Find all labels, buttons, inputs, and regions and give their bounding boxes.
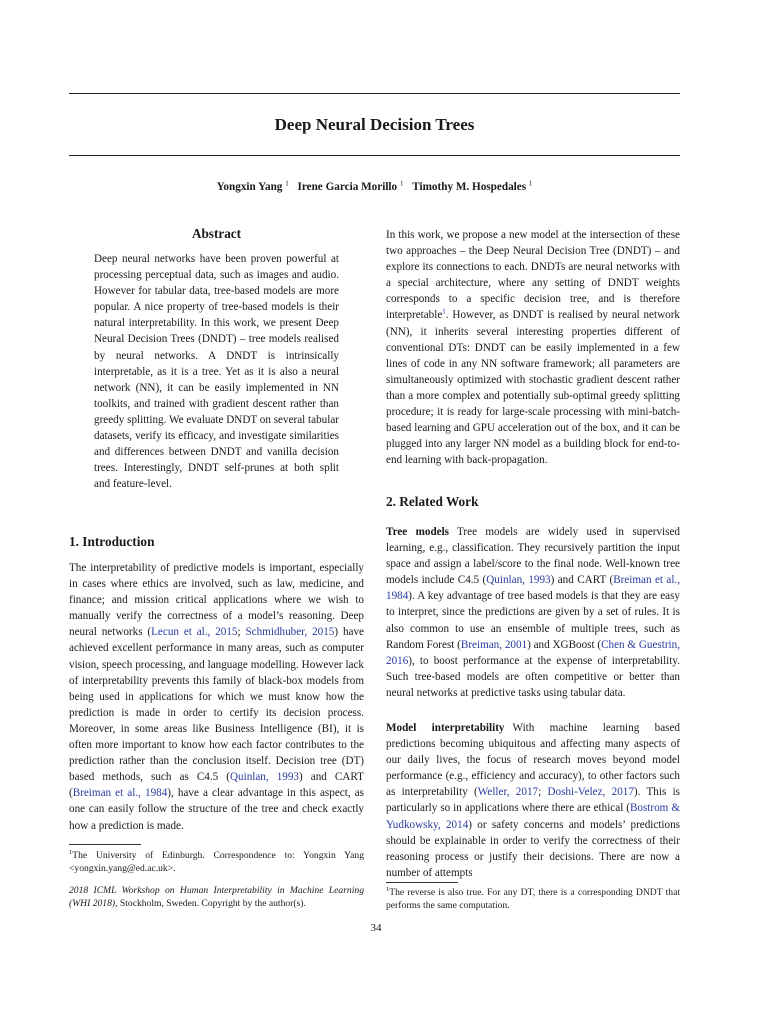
citation-weller[interactable]: Weller, 2017 <box>477 786 539 799</box>
left-footnote-rule <box>69 844 141 845</box>
footnote-mark: 1 <box>386 885 390 893</box>
introduction-paragraph: The interpretability of predictive models is important, especially in cases where ethics are involved, such as law, medicine, and finance; and mission critical applications where we wish to manually verify the correctness of a model’s reasoning. Deep neural networks (Lecun et al., 2015; Schmidhuber, 2015) have achieved excellent performance in many areas, such as computer vision, speech processing, and language modelling. However lack of interpretability prevents this family of black-box models from being used in applications for which we must know how the prediction is made in order to certify its decision process. Moreover, in some areas like Business Intelligence (BI), it is often more important to know how each factor contributes to the prediction rather than the conclusion itself. Decision tree (DT) based methods, such as C4.5 (Quinlan, 1993) and CART (Breiman et al., 1984), have a clear advantage in this aspect, as one can easily follow the structure of the tree and check exactly how a prediction is made. <box>69 562 364 832</box>
citation-breiman-1984[interactable]: Breiman et al., 1984 <box>72 787 168 800</box>
abstract-heading: Abstract <box>191 226 242 241</box>
citation-chen-guestrin[interactable]: Chen & Guestrin, 2016 <box>386 638 680 667</box>
citation-quinlan[interactable]: Quinlan, 1993 <box>229 771 300 784</box>
citation-schmidhuber[interactable]: Schmidhuber, 2015 <box>245 626 335 639</box>
author-name: Yongxin Yang <box>216 181 283 193</box>
right-footnote-rule <box>386 882 458 883</box>
model-interpretability-heading: Model interpretability <box>386 722 505 734</box>
intro-continued-paragraph: In this work, we propose a new model at the intersection of these two approaches – the Deep Neural Decision Tree (DNDT) – and explore its connections to each. DNDTs are neural networks with a special architecture, where any setting of DNDT weights corresponds to a specific decision tree, and is therefore interpretable$^1$. However, as DNDT is realised by neural network (NN), it inherits several interesting properties different of conventional DTs: DNDT can be easily implemented in a few lines of code in any NN software framework; all parameters are simultaneously optimized with stochastic gradient descent rather than a more complex and potentially sub-optimal greedy splitting procedure; it is ready for large-scale processing with mini-batch-based learning and GPU acceleration out of the box, and it can be plugged into any larger NN model as a building block for end-to-end learning with back-propagation. <box>386 229 680 467</box>
top-rule <box>69 93 680 94</box>
page-number: 34 <box>370 922 382 934</box>
author-3 <box>412 181 532 193</box>
tree-models-paragraph: Tree models Tree models are widely used in supervised learning, e.g., classification. They recursively partition the input space and assign a label/score to the final node. Well-known tree models include C4.5 (Quinlan, 1993) and CART (Breiman et al., 1984). A key advantage of tree based models is that they are easy to interpret, since the predictions are given by a set of rules. It is also common to use an ensemble of multiple trees, such as Random Forest (Breiman, 2001) and XGBoost (Chen & Guestrin, 2016), to boost performance at the expense of interpretability. Such tree-based models are often competitive or better than neural networks at predictive tasks using tabular data. <box>386 526 681 699</box>
footnote-mark: 1 <box>69 848 73 856</box>
abstract-text: Deep neural networks have been proven powerful at processing perceptual data, such as images and audio. However for tabular data, tree-based models are more popular. A nice property of tree-based models is their natural interpretability. In this work, we present Deep Neural Decision Trees (DNDT) – tree models realised by neural networks. A DNDT is intrinsically interpretable, as it is a tree. Yet as it is also a neural network (NN), it can be easily implemented in NN toolkits, and trained with gradient descent rather than greedy splitting. We evaluate DNDT on several tabular datasets, verify its efficacy, and investigate similarities and differences between DNDT and vanilla decision trees. Interestingly, DNDT self-prunes at both split and feature-level. <box>94 253 339 491</box>
related-work-heading: 2. Related Work <box>386 494 479 509</box>
citation-quinlan[interactable]: Quinlan, 1993 <box>486 574 551 587</box>
affiliation-mark: 1 <box>528 179 533 188</box>
workshop-note: 2018 ICML Workshop on Human Interpretability in Machine Learning (WHI 2018), Stockholm, Sweden. Copyright by the author(s). <box>69 885 364 909</box>
right-footnote: $^1$The reverse is also true. For any DT, there is a corresponding DNDT that performs the same computation. <box>386 885 680 911</box>
tree-models-heading: Tree models <box>386 526 450 538</box>
model-interpretability-paragraph: Model interpretability With machine learning based predictions becoming ubiquitous and affecting many aspects of our daily lives, the focus of research moves beyond model performance (e.g., efficiency and accuracy), to other factors such as interpretability (Weller, 2017; Doshi-Velez, 2017). This is particularly so in applications where there are ethical (Bostrom & Yudkowsky, 2014) or safety concerns and models’ predictions should be explainable in order to verify the correctness of their reasoning process or justify their decisions. There are now a number of attempts <box>386 722 681 879</box>
author-list <box>69 181 680 193</box>
author-1 <box>217 181 289 193</box>
citation-breiman-1984[interactable]: Breiman et al., 1984 <box>386 574 681 603</box>
author-name: Irene Garcia Morillo <box>297 181 398 193</box>
citation-bostrom[interactable]: Bostrom & Yudkowsky, 2014 <box>386 802 680 831</box>
footnote-link[interactable]: 1 <box>442 307 446 316</box>
author-2 <box>298 181 404 193</box>
author-name: Timothy M. Hospedales <box>412 181 527 193</box>
citation-breiman-2001[interactable]: Breiman, 2001 <box>460 638 528 651</box>
affiliation-mark: 1 <box>399 179 404 188</box>
title-rule <box>69 155 680 156</box>
affiliation-mark: 1 <box>285 179 289 188</box>
introduction-heading: 1. Introduction <box>69 534 155 549</box>
paper-title: Deep Neural Decision Trees <box>274 115 475 134</box>
citation-lecun[interactable]: Lecun et al., 2015 <box>151 626 238 639</box>
citation-doshi-velez[interactable]: Doshi-Velez, 2017 <box>547 786 634 799</box>
affiliation-footnote: $^1$The University of Edinburgh. Correspondence to: Yongxin Yang <yongxin.yang@ed.ac.uk>. <box>69 848 364 874</box>
